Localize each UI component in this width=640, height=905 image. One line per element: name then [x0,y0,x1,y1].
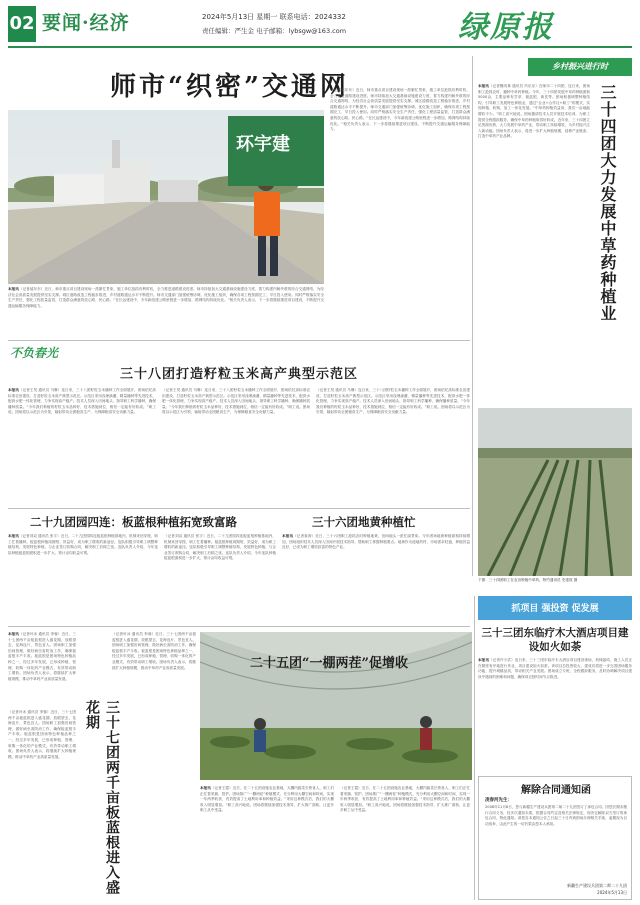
article5-title: 三十六团地黄种植忙 [312,515,416,529]
section-divider-3 [8,626,470,627]
article3-text-col3: （记者王昊 通讯员 马琳）连日来，三十八团籽粒玉米播种工作全面展开，团场依托高标准农田建设，打造籽粒玉米高产典型示范区。示范区采用浅埋滴灌、精量播种等先进技术，配套水肥一体化管理，力争实现高产稳产。技术人员深入田间地头，指导职工科学播种，确保播种质量。“今年我们种植的籽粒玉米品种好，技术措施到位，相信一定能有好收成。”职工说。团场将以示范区为引领，辐射带动全团粮食生产，为保障粮食安全贡献力量。 [316,388,470,415]
article5-body [282,534,470,620]
article6-body [8,632,76,706]
article7-body [200,786,334,900]
article6-body-col3 [112,632,196,900]
section-divider [8,340,470,341]
article7-title: 二十五团“一棚两茬”促增收 [250,656,408,671]
article6-text-col2: （记者叶冰 通讯员 李蓉）近日，三十七团两千亩板蓝根进入盛花期，放眼望去，花海连片，景色宜人。团场职工加强田间管理，做好病虫害防治工作，确保板蓝根丰产丰收。板蓝根是团场特色种植品种之一，经过多年发展，已形成种植、管理、收购一体化的产业模式，有效带动职工增收。团场负责人表示，将继续扩大种植规模，推动中草药产业高质量发展。 [8,710,76,759]
article4-body [8,534,158,620]
article7-text-col2: （记者王霞）近日，在二十五团设施农业基地，大棚内蔬菜长势喜人，职工们正忙着采摘、管护。团场推广“一棚两茬”种植模式，充分利用大棚空间和时间，实现一年两季收获，有效提高了土地利用率和种植效益。“采用这种模式后，我们的大棚收入明显增加。”职工高兴地说。团场将继续加强技术指导，扩大推广面积，让更多职工从中受益。 [340,786,470,813]
article3-title: 三十八团打造籽粒玉米高产典型示范区 [120,367,359,382]
notice-date: 2024年5月13日 [597,890,627,895]
section-divider-2 [8,508,470,509]
article1-text: （记者郝东东）近日，师市重点项目建设现场一派繁忙景象，施工单位抢抓有利时机，全力推进道路建设进度。师市持续加大交通基础设施建设力度，着力构建内畅外联的综合交通网络，为经济社会高质量发展提供坚实支撑。城区道路改造工程稳步推进，乡村道路通达水平不断提升。师市交通部门加强统筹协调，优化施工组织，确保各项工程按期完工、早日投入使用。同时严格落实安全生产责任，强化工程质量监管，打造群众满意的放心路、民心路。“在长远建设中，今年新改建公路里程进一步增加，路网结构持续优化。”相关负责人表示，下一步将继续推进项目建设，不断提升交通运输服务保障能力。 [8,287,324,308]
article2-text: （记者魏英林 通讯员 冯乐乐）在师市二十四团，连日来，团场职工抢抓农时，播种中草药种植。今年，三十四团发展中草药种植面积5000亩，主要品种有甘草、板蓝根、黄芪等。团场积极调整种植结构，引导职工发展特色种植业，通过“企业+合作社+职工”的模式，实现种植、收购、加工一体化发展。“中草药种植效益高，我们一亩地能增收不少。”职工高兴地说。团场邀请技术人员开展技术培训，为职工提供全程跟踪服务，确保中草药种植取得好收成。近年来，三十四团立足资源优势，大力发展中草药产业，带动职工持续增收，为乡村振兴注入新动能。团场负责人表示，将进一步扩大种植规模，延伸产业链条，打造中草药产业品牌。 [478,84,590,139]
article6-text-col3: （记者叶冰 通讯员 李蓉）近日，三十七团两千亩板蓝根进入盛花期，放眼望去，花海连片，景色宜人。团场职工加强田间管理，做好病虫害防治工作，确保板蓝根丰产丰收。板蓝根是团场特色种植品种之一，经过多年发展，已形成种植、管理、收购一体化的产业模式，有效带动职工增收。团场负责人表示，将继续扩大种植规模，推动中草药产业高质量发展。 [112,632,196,670]
notice-box [478,776,632,900]
article1-body [8,287,324,335]
article8-body [478,658,632,770]
article3-lead: 本报讯 [8,388,19,392]
article2-caption: 下图：三十四团职工在农田种植中草药。特约通讯员 史建波 摄 [478,578,578,582]
page-number: 02 [8,6,36,42]
newspaper-logo: 绿原报 [458,10,554,45]
article2-lead: 本报讯 [478,84,489,88]
article3-body-col2 [162,388,310,498]
article3-text: （记者王昊 通讯员 马琳）连日来，三十八团籽粒玉米播种工作全面展开，团场依托高标准农田建设，打造籽粒玉米高产典型示范区。示范区采用浅埋滴灌、精量播种等先进技术，配套水肥一体化管理，力争实现高产稳产。技术人员深入田间地头，指导职工科学播种，确保播种质量。“今年我们种植的籽粒玉米品种好，技术措施到位，相信一定能有好收成。”职工说。团场将以示范区为引领，辐射带动全团粮食生产，为保障粮食安全贡献力量。 [8,388,156,415]
article1-title: 师市“织密”交通网 [110,72,349,102]
article4-title: 二十九团园四连：板蓝根种植拓宽致富路 [30,515,237,529]
article2-tag: 乡村振兴进行时 [528,58,632,76]
header-divider [8,46,632,48]
notice-signer: 新疆生产建设兵团第二师二十九团 [567,883,627,888]
notice-title: 解除合同通知函 [521,785,591,796]
article8-tag-bar [478,596,632,620]
photo-sign-text: 环宇建 [236,134,290,155]
article6-body-col2 [8,710,76,900]
article2-body [478,84,590,402]
article3-body-col1 [8,388,156,498]
article8-title: 三十三团东临疗木大酒店项目建设如火如荼 [481,627,629,653]
section-title: 要闻·经济 [42,12,130,34]
article6-title: 三十七团两千亩板蓝根进入盛花期 [84,700,120,895]
article1-body-col2 [330,88,470,336]
date-line: 2024年5月13日 星期一 联系电话：2024332 [202,13,346,21]
article4-body-col2 [164,534,276,620]
article7-text: （记者王霞）近日，在二十五团设施农业基地，大棚内蔬菜长势喜人，职工们正忙着采摘、管护。团场推广“一棚两茬”种植模式，充分利用大棚空间和时间，实现一年两季收获，有效提高了土地利用率和种植效益。“采用这种模式后，我们的大棚收入明显增加。”职工高兴地说。团场将继续加强技术指导，扩大推广面积，让更多职工从中受益。 [200,786,334,813]
column-rule-2 [474,596,475,900]
article8-tag: 抓项目 强投资 促发展 [511,604,599,614]
article8-text: （记者许少武）连日来，三十三团东临疗木大酒店项目建设现场，机械轰鸣，施工人员正在紧张有序地进行作业，项目建设如火如荼。该项目总投资较大，建成后将进一步完善团场服务功能，提升城镇品质，带动相关产业发展。团场成立专班，全程跟踪服务，及时协调解决项目建设中遇到的困难和问题，确保项目按时间节点推进。 [478,658,632,679]
article4-text: （记者刘双 通讯员 张宇）近日，二十九团园四连板蓝根种植基地内，机械来回穿梭，职工忙着播种。板蓝根种植周期短、效益好，成为职工增收的新途径。连队积极引导职工调整种植结构，发展特色种植，与企业签订收购合同，解决职工后顾之忧。连队负责人介绍，今年连队种植板蓝根面积进一步扩大，预计亩均收益可观。 [8,534,158,555]
article5-text: （记者姜涛）近日，三十六团职工抢抓农时种植地黄，田间地头一派忙碌景象。今年团场地黄种植面积持续增加，团场组织技术人员深入田间开展技术指导，帮助职工掌握种植要点。地黄作为道地药材，市场需求旺盛，种植效益良好，已成为职工增收致富的特色产业。 [282,534,470,550]
notice-recipient: 凌春河先生： [485,798,512,803]
article1-text-continued: （记者郝东东）近日，师市重点项目建设现场一派繁忙景象，施工单位抢抓有利时机，全力推进道路建设进度。师市持续加大交通基础设施建设力度，着力构建内畅外联的综合交通网络，为经济社会高质量发展提供坚实支撑。城区道路改造工程稳步推进，乡村道路通达水平不断提升。师市交通部门加强统筹协调，优化施工组织，确保各项工程按期完工、早日投入使用。同时严格落实安全生产责任，强化工程质量监管，打造群众满意的放心路、民心路。“在长远建设中，今年新改建公路里程进一步增加，路网结构持续优化。”相关负责人表示，下一步将继续推进项目建设，不断提升交通运输服务保障能力。 [330,88,470,132]
notice-body: 2008年11月8日，您与新疆生产建设兵团第二师二十九团签订了承包合同。因您长期未履行合同义务，经多次通知未果，根据合同约定及相关法律规定，现决定解除双方签订的承包合同，特此通知。请您自本通知公告之日起三十日内到团场办理相关手续，逾期视为自动放弃，由此产生的一切后果由您本人承担。 [485,805,627,826]
article3-banner: 不负春光 [10,346,59,360]
article4-text-col2: （记者刘双 通讯员 张宇）近日，二十九团园四连板蓝根种植基地内，机械来回穿梭，职工忙着播种。板蓝根种植周期短、效益好，成为职工增收的新途径。连队积极引导职工调整种植结构，发展特色种植，与企业签订收购合同，解决职工后顾之忧。连队负责人介绍，今年连队种植板蓝根面积进一步扩大，预计亩均收益可观。 [164,534,276,561]
article3-body-col3 [316,388,470,498]
article1-lead: 本报讯 [8,287,19,291]
article4-lead: 本报讯 [8,534,19,538]
editor-line: 责任编辑：严生金 电子邮箱：lybsgw@163.com [202,27,347,35]
article7-body-col2 [340,786,470,900]
article3-text-col2: （记者王昊 通讯员 马琳）连日来，三十八团籽粒玉米播种工作全面展开，团场依托高标准农田建设，打造籽粒玉米高产典型示范区。示范区采用浅埋滴灌、精量播种等先进技术，配套水肥一体化管理，力争实现高产稳产。技术人员深入田间地头，指导职工科学播种，确保播种质量。“今年我们种植的籽粒玉米品种好，技术措施到位，相信一定能有好收成。”职工说。团场将以示范区为引领，辐射带动全团粮食生产，为保障粮食安全贡献力量。 [162,388,310,415]
article6-text: （记者叶冰 通讯员 李蓉）近日，三十七团两千亩板蓝根进入盛花期，放眼望去，花海连片，景色宜人。团场职工加强田间管理，做好病虫害防治工作，确保板蓝根丰产丰收。板蓝根是团场特色种植品种之一，经过多年发展，已形成种植、管理、收购一体化的产业模式，有效带动职工增收。团场负责人表示，将继续扩大种植规模，推动中草药产业高质量发展。 [8,632,76,681]
article1-photo [8,110,324,284]
article2-photo [478,408,632,576]
column-rule [472,56,473,576]
article5-lead: 本报讯 [282,534,294,538]
article2-title: 三十四团大力发展中草药种植业 [598,84,617,322]
article8-lead: 本报讯 [478,658,490,662]
article7-lead: 本报讯 [200,786,211,790]
article6-lead: 本报讯 [8,632,19,636]
